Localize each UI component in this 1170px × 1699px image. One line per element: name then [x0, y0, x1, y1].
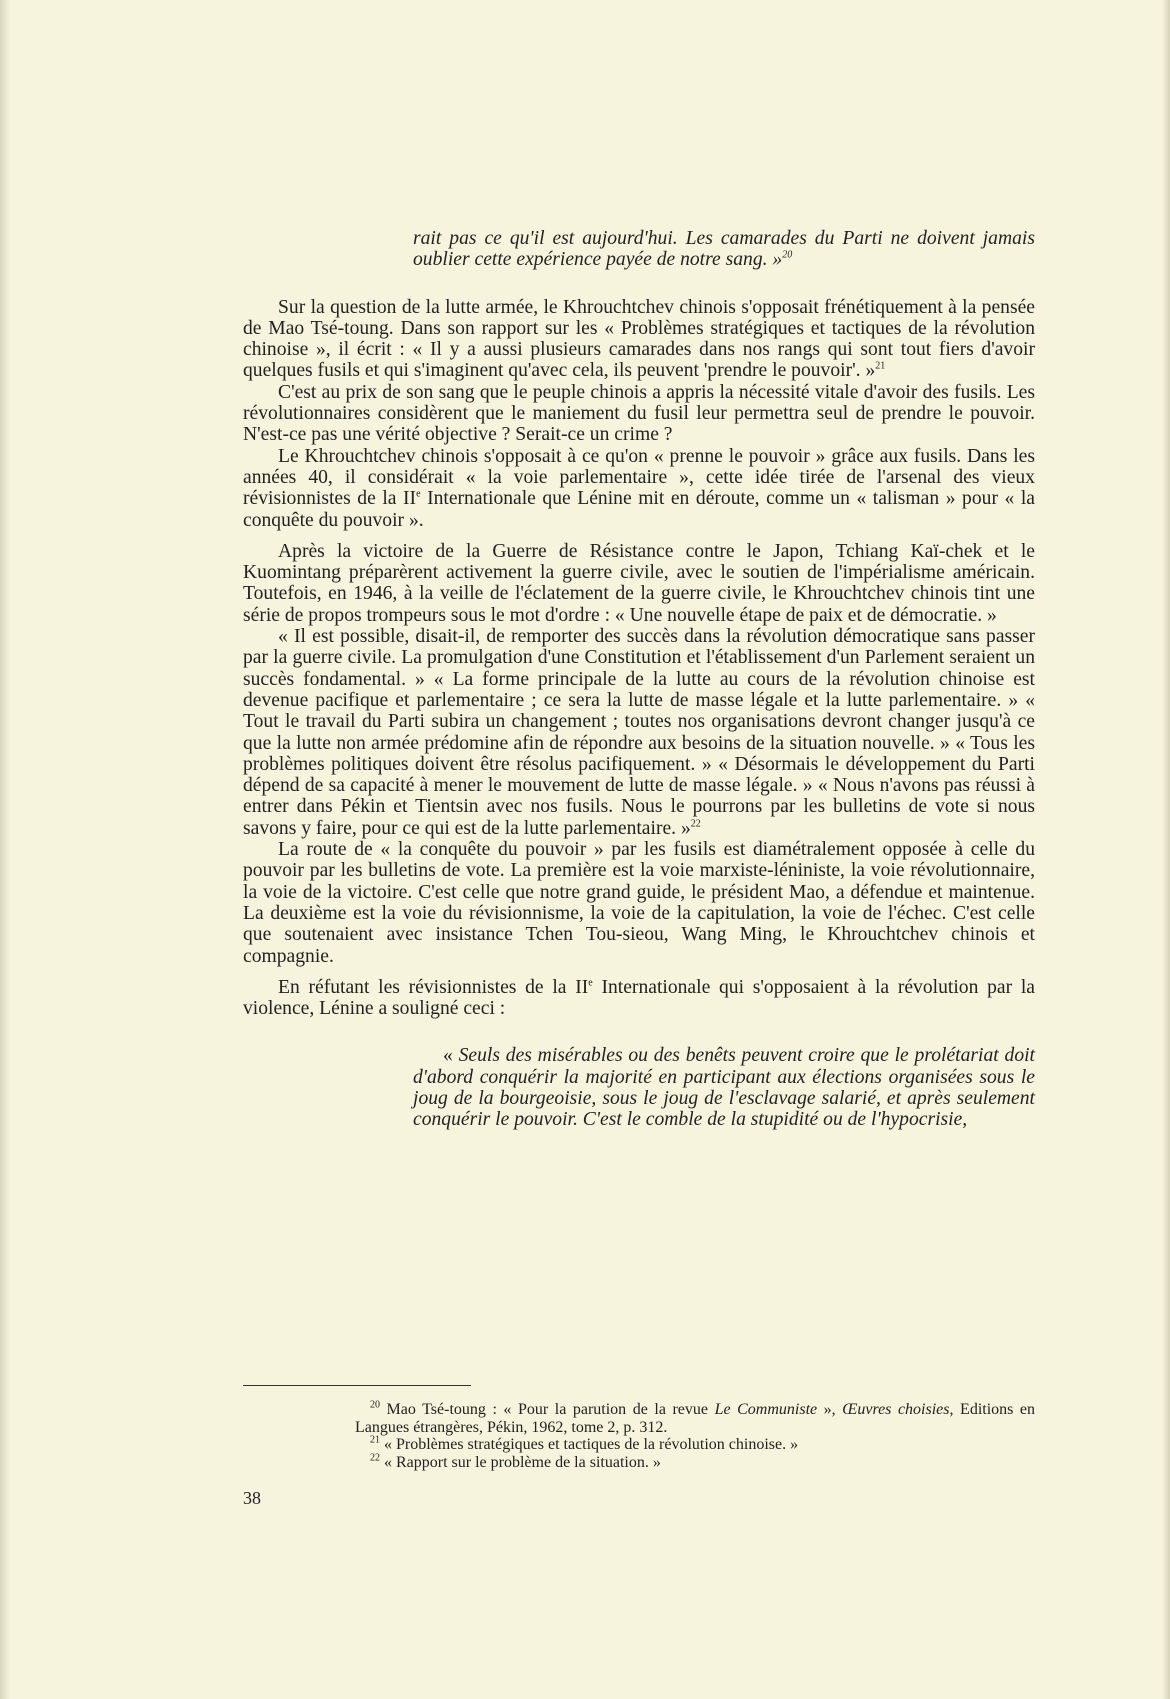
quote-top: rait pas ce qu'il est aujourd'hui. Les camarades du Parti ne doivent jamais oublier cette expérience payée de notre sang. »$^{20}$ — [413, 228, 1035, 271]
paragraph: La route de « la conquête du pouvoir » par les fusils est diamétralement opposée à celle du pouvoir par les bulletins de vote. La première est la voie marxiste-léniniste, la voie révolutionnaire, la voie de la victoire. C'est celle que notre grand guide, le président Mao, a défendue et maintenue. La deuxième est la voie du révisionnisme, la voie de la capitulation, la voie de l'échec. C'est celle que soutenaient avec insistance Tchen Tou-sieou, Wang Ming, le Khrouchtchev chinois et compagnie. — [243, 839, 1035, 967]
paragraph: Après la victoire de la Guerre de Résistance contre le Japon, Tchiang Kaï-chek et le Kuomintang préparèrent activement la guerre civile, avec le soutien de l'impérialisme américain. Toutefois, en 1946, à la veille de l'éclatement de la guerre civile, le Khrouchtchev chinois tint une série de propos trompeurs sous le mot d'ordre : « Une nouvelle étape de paix et de démocratie. » — [243, 540, 1035, 626]
superscript: e — [416, 488, 421, 500]
paragraph: Sur la question de la lutte armée, le Khrouchtchev chinois s'opposait frénétiquement à la pensée de Mao Tsé-toung. Dans son rapport sur les « Problèmes stratégiques et tactiques de la révolution chinoise », il écrit : « Il y a aussi plusieurs camarades dans nos rangs qui sont tout fiers d'avoir quelques fusils et qui s'imaginent qu'avec cela, ils peuvent 'prendre le pouvoir'. »$^{21}$ — [243, 296, 1035, 382]
footnotes — [355, 1401, 1035, 1471]
paragraph: Le Khrouchtchev chinois s'opposait à ce qu'on « prenne le pouvoir » grâce aux fusils. Dans les années 40, il considérait « la voie parlementaire », cette idée tirée de l'arsenal des vieux révisionnistes de la IIe Internationale que Lénine mit en déroute, comme un « talisman » pour « la conquête du pouvoir ». — [243, 445, 1035, 531]
note-ref: 21 — [875, 360, 886, 372]
footnote: $^{21}$ « Problèmes stratégiques et tactiques de la révolution chinoise. » — [370, 1434, 799, 1454]
paragraph: « Il est possible, disait-il, de remporter des succès dans la révolution démocratique sans passer par la guerre civile. La promulgation d'une Constitution et l'établissement d'un Parlement seraient un succès fondamental. » « La forme principale de la lutte au cours de la révolution chinoise est devenue pacifique et parlementaire ; ce sera la lutte de masse légale et la lutte parlementaire. » « Tout le travail du Parti subira un changement ; toutes nos organisations devront changer jusqu'à ce que la lutte non armée prédomine afin de répondre aux besoins de la situation nouvelle. » « Tous les problèmes politiques doivent être résolus pacifiquement. » « Désormais le développement du Parti dépend de sa capacité à mener le mouvement de lutte de masse légale. » « Nous n'avons pas réussi à entrer dans Pékin et Tientsin avec nos fusils. Nous le pourrons par les bulletins de vote si nous savons y faire, pour ce qui est de la lutte parlementaire. »$^{22}$ — [243, 626, 1035, 839]
footnote: $^{20}$ Mao Tsé-toung : « Pour la parution de la revue Le Communiste », Œuvres choisies, Editions en Langues étrangères, Pékin, 1962, tome 2, p. 312. — [355, 1399, 1036, 1436]
footnote: $^{22}$ « Rapport sur le problème de la situation. » — [370, 1452, 661, 1471]
quote-bottom: « Seuls des misérables ou des benêts peuvent croire que le prolétariat doit d'abord conquérir la majorité en participant aux élections organisées sous le joug de la bourgeoisie, sous le joug de l'esclavage salarié, et après seulement conquérir le pouvoir. C'est le comble de la stupidité ou de l'hypocrisie, — [413, 1045, 1035, 1131]
page-number: 38 — [243, 1488, 261, 1508]
body-text — [243, 228, 1035, 1131]
superscript: e — [588, 977, 593, 989]
paragraph: C'est au prix de son sang que le peuple chinois a appris la nécessité vitale d'avoir des fusils. Les révolutionnaires considèrent que le maniement du fusil leur permettra seul de prendre le pouvoir. N'est-ce pas une vérité objective ? Serait-ce un crime ? — [243, 381, 1035, 446]
note-ref: 22 — [690, 818, 701, 830]
paragraph: En réfutant les révisionnistes de la IIe Internationale qui s'opposaient à la révolution par la violence, Lénine a souligné ceci : — [243, 976, 1035, 1020]
note-ref: 20 — [782, 249, 793, 261]
footnote-divider — [243, 1385, 471, 1386]
